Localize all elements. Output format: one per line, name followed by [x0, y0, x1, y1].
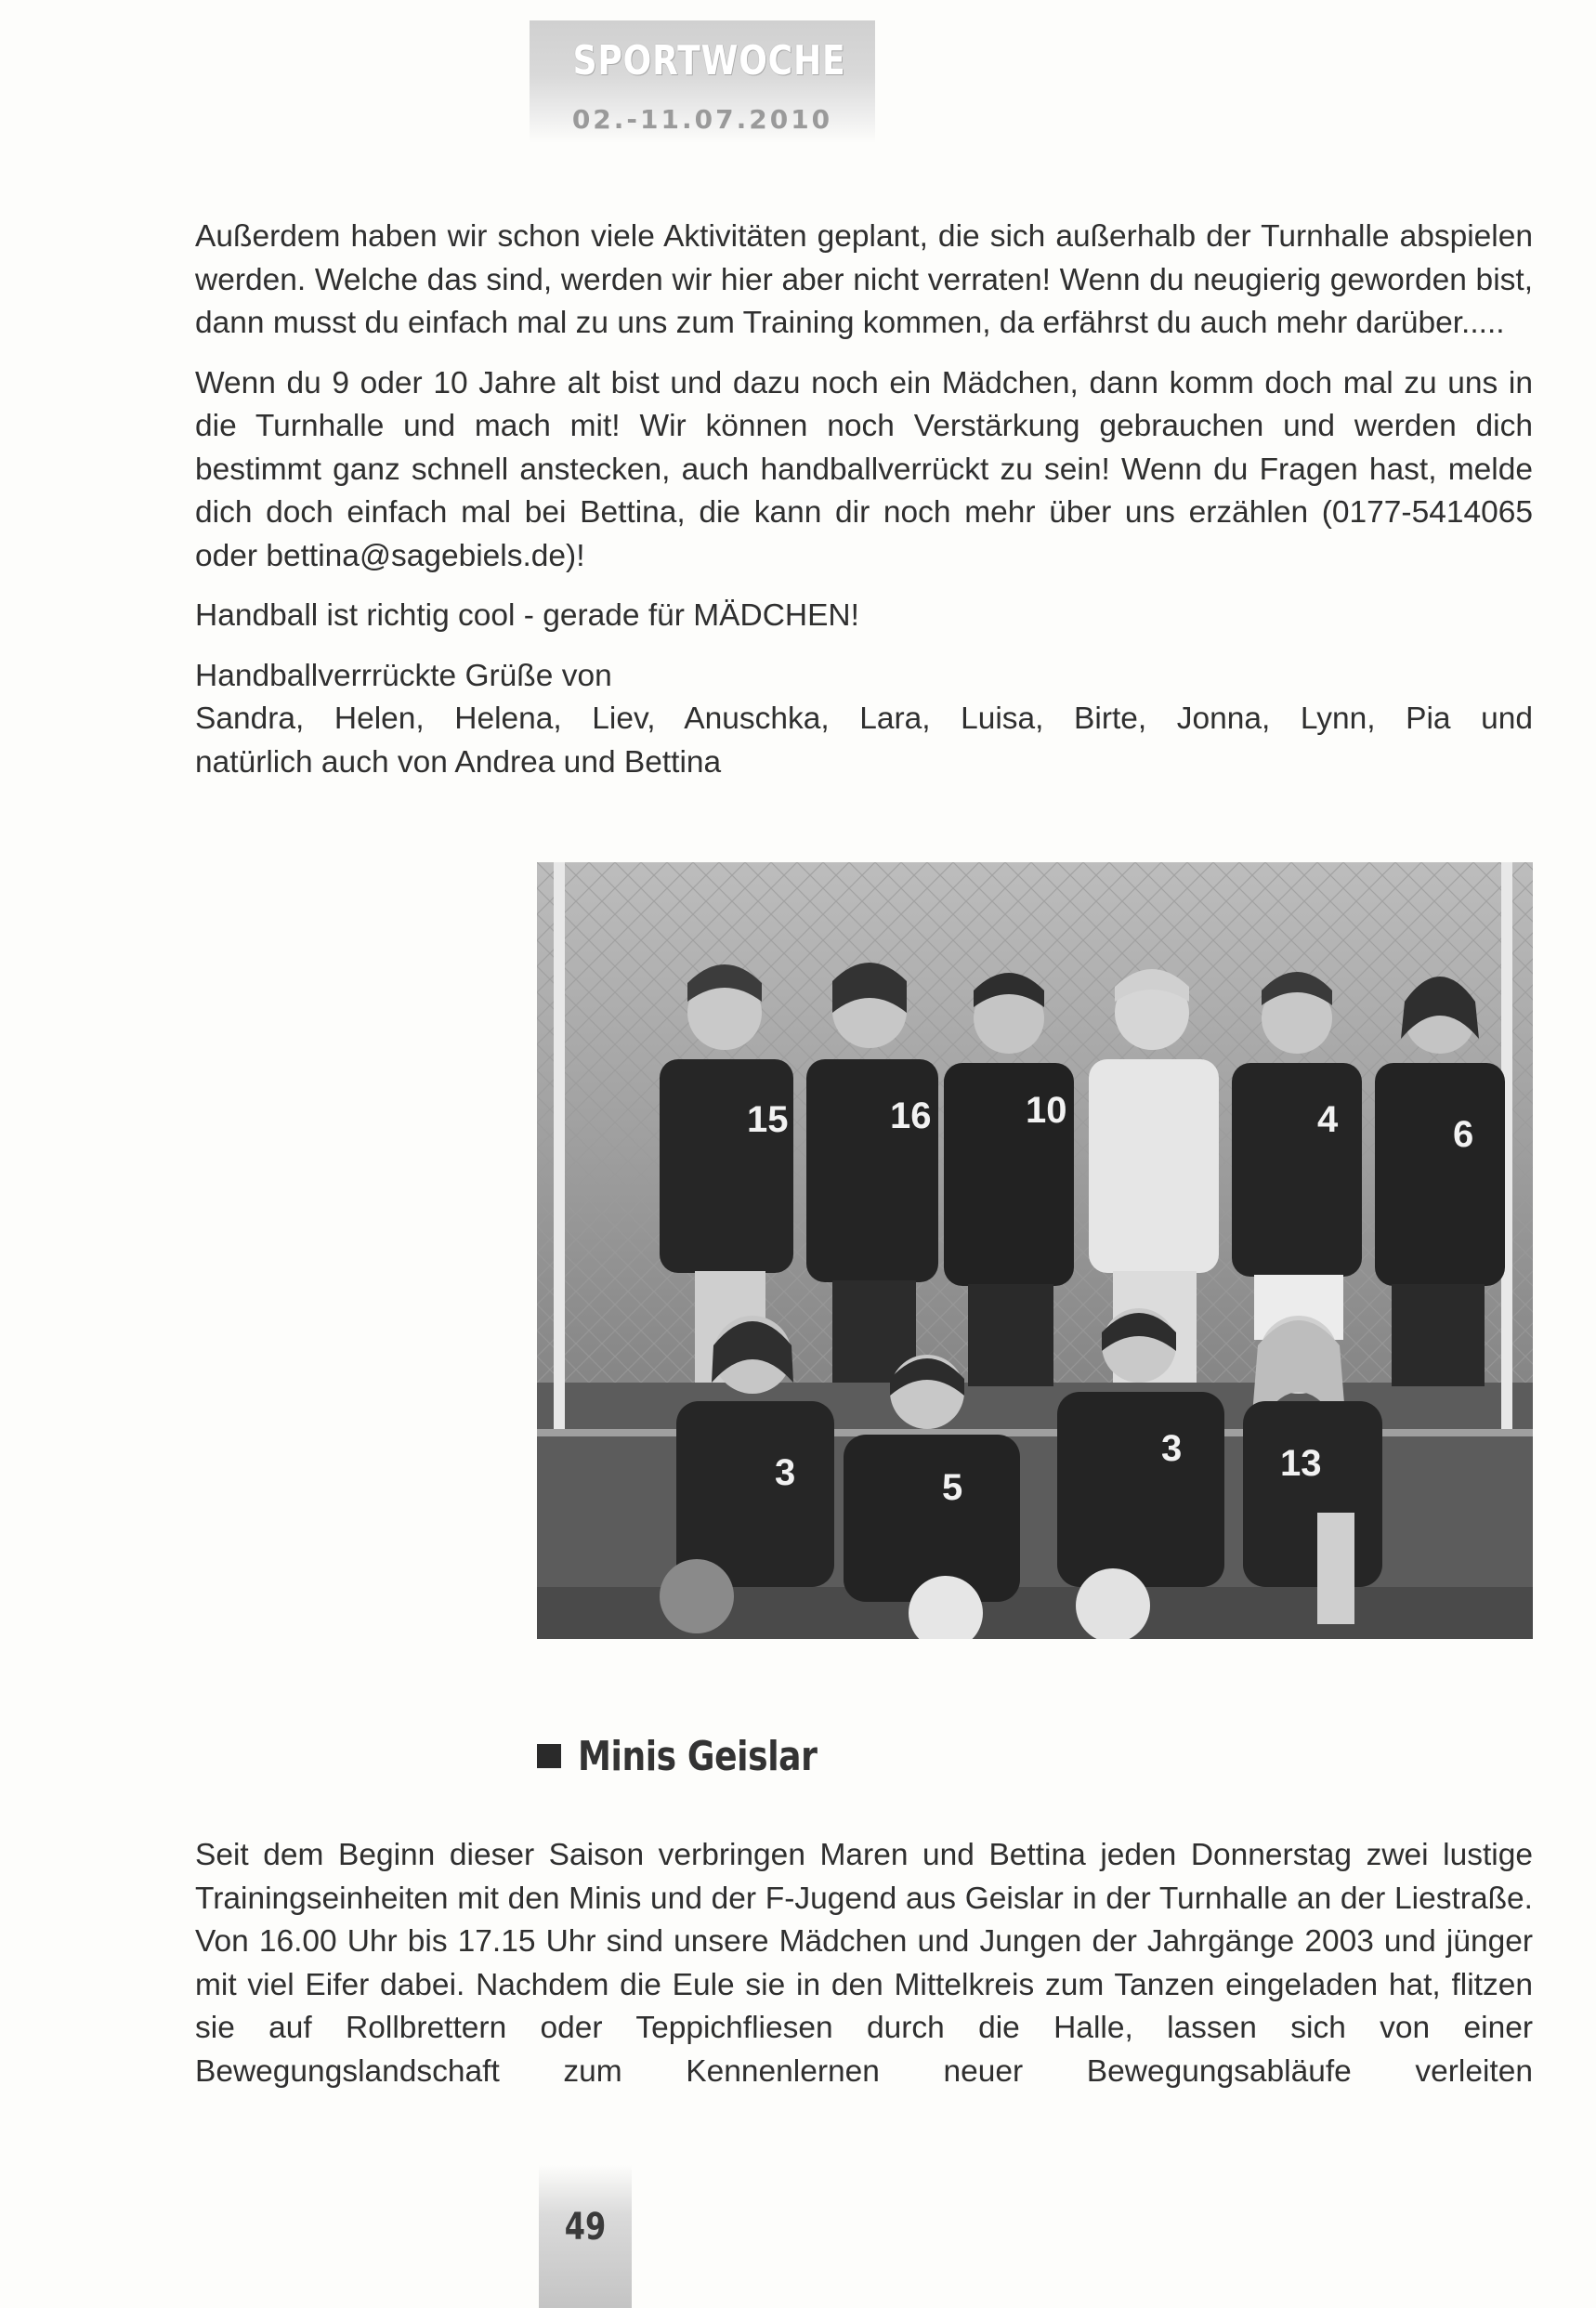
section-heading [537, 1728, 870, 1784]
jersey-number: 3 [775, 1452, 796, 1493]
header-title: SPORTWOCHE [572, 37, 846, 85]
names-line: Sandra, Helen, Helena, Liev, Anuschka, Lara, Luisa, Birte, Jonna, Lynn, Pia und [195, 702, 1533, 736]
jersey-number: 13 [1280, 1443, 1322, 1484]
paragraph-invitation: Wenn du 9 oder 10 Jahre alt bist und dazu noch ein Mädchen, dann komm doch mal zu uns in die Turnhalle und mach mit! Wir können noch Verstärkung gebrauchen und werden dich bestimmt ganz schnell anstecken, auch handballverrückt zu sein! Wenn du Fragen hast, melde dich doch einfach mal bei Bettina, die kann dir noch mehr über uns erzählen (0177-5414065 oder bettina@sagebiels.de)! [195, 365, 1533, 573]
header-banner [530, 20, 875, 143]
article-intro [195, 216, 1533, 784]
jersey-number: 5 [942, 1467, 963, 1508]
page-number: 49 [564, 2206, 607, 2249]
section-heading-text: Minis Geislar [578, 1732, 818, 1780]
jersey-number: 16 [890, 1095, 932, 1136]
team-photo-illustration [537, 862, 1533, 1639]
jersey-number: 10 [1026, 1090, 1067, 1131]
page-number-box [539, 2165, 632, 2308]
jersey-number: 6 [1453, 1114, 1474, 1155]
closing-line: natürlich auch von Andrea und Bettina [195, 744, 722, 780]
jersey-number: 15 [747, 1099, 789, 1140]
heading-bullet-icon [537, 1744, 561, 1768]
paragraph-minis-geislar: Seit dem Beginn dieser Saison verbringen Maren und Bettina jeden Donnerstag zwei lustige Trainingseinheiten mit den Minis und der F-Jugend aus Geislar in der Turnhalle an der Liestraße. Von 16.00 Uhr bis 17.15 Uhr sind unsere Mädchen und Jungen der Jahrgänge 2003 und jünger mit viel Eifer dabei. Nachdem die Eule sie in den Mittelkreis zum Tanzen eingeladen hat, flitzen sie auf Rollbrettern oder Teppichfliesen durch die Halle, lassen sich von einer Bewegungslandschaft zum Kennenlernen neuer Bewegungsabläufe verleiten [195, 1838, 1533, 2089]
header-date: 02.-11.07.2010 [571, 104, 833, 135]
paragraph-handball-cool: Handball ist richtig cool - gerade für MÄDCHEN! [195, 598, 859, 633]
jersey-number: 3 [1161, 1428, 1183, 1469]
team-photo [537, 862, 1533, 1639]
jersey-number: 4 [1317, 1099, 1339, 1140]
paragraph-activities: Außerdem haben wir schon viele Aktivitäten geplant, die sich außerhalb der Turnhalle abspielen werden. Welche das sind, werden wir hier aber nicht verraten! Wenn du neugierig geworden bist, dann musst du einfach mal zu uns zum Training kommen, da erfährst du auch mehr darüber..... [195, 219, 1533, 340]
greeting-line: Handballverrrückte Grüße von [195, 658, 612, 693]
section-minis-geislar-body [195, 1834, 1533, 2093]
